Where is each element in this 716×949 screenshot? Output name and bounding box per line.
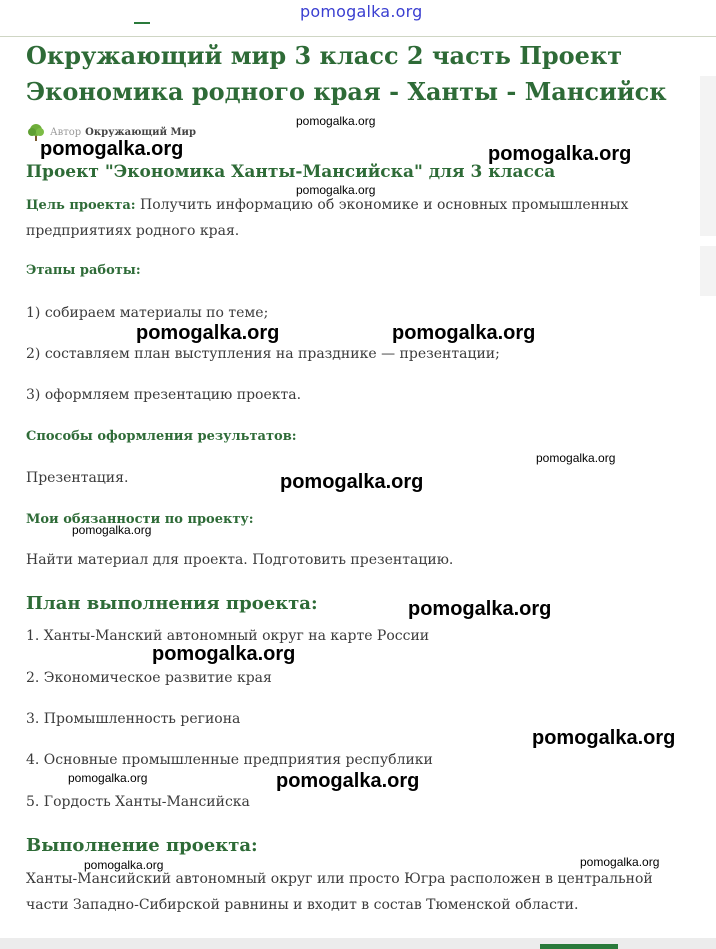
watermark: pomogalka.org bbox=[488, 143, 632, 165]
watermark: pomogalka.org bbox=[280, 471, 424, 493]
watermark: pomogalka.org bbox=[532, 727, 676, 749]
watermark: pomogalka.org bbox=[580, 855, 660, 869]
page-title bbox=[26, 38, 686, 110]
watermark: pomogalka.org bbox=[68, 771, 148, 785]
methods-text: Презентация. bbox=[26, 470, 129, 486]
author-label: Автор bbox=[50, 126, 82, 138]
goal-text-line-1: Получить информацию об экономике и основных промышленных bbox=[135, 197, 629, 213]
goal-label: Цель проекта: bbox=[26, 198, 136, 213]
watermark: pomogalka.org bbox=[40, 138, 184, 160]
watermark: pomogalka.org bbox=[276, 770, 420, 792]
methods-label: Способы оформления результатов: bbox=[26, 429, 297, 444]
execution-heading: Выполнение проекта: bbox=[26, 835, 258, 856]
duties-text: Найти материал для проекта. Подготовить презентацию. bbox=[26, 552, 454, 568]
execution-paragraph bbox=[26, 866, 666, 918]
plan-item-5: 5. Гордость Ханты-Мансийска bbox=[26, 794, 250, 810]
watermark: pomogalka.org bbox=[296, 183, 376, 197]
sidebar-edge-lower bbox=[700, 246, 716, 296]
bottom-accent-button[interactable] bbox=[540, 944, 618, 949]
author-name[interactable]: Окружающий Мир bbox=[85, 126, 196, 138]
watermark: pomogalka.org bbox=[408, 598, 552, 620]
goal-paragraph bbox=[26, 192, 666, 244]
plan-item-2: 2. Экономическое развитие края bbox=[26, 670, 272, 686]
page-title-line-2: Экономика родного края - Ханты - Мансийск bbox=[26, 77, 667, 106]
watermark: pomogalka.org bbox=[536, 451, 616, 465]
execution-line-2: части Западно-Сибирской равнины и входит в состав Тюменской области. bbox=[26, 897, 579, 913]
stage-item-3: 3) оформляем презентацию проекта. bbox=[26, 387, 302, 403]
header-divider bbox=[0, 36, 716, 37]
watermark: pomogalka.org bbox=[72, 523, 152, 537]
plan-item-4: 4. Основные промышленные предприятия республики bbox=[26, 752, 433, 768]
top-accent-mark bbox=[134, 22, 150, 24]
watermark: pomogalka.org bbox=[392, 322, 536, 344]
execution-line-1: Ханты-Мансийский автономный округ или просто Югра расположен в центральной bbox=[26, 871, 653, 887]
sidebar-edge bbox=[700, 76, 716, 236]
plan-item-3: 3. Промышленность региона bbox=[26, 711, 241, 727]
stages-label: Этапы работы: bbox=[26, 263, 141, 278]
stage-item-1: 1) собираем материалы по теме; bbox=[26, 305, 269, 321]
watermark: pomogalka.org bbox=[296, 114, 376, 128]
page-title-line-1: Окружающий мир 3 класс 2 часть Проект bbox=[26, 41, 623, 70]
stage-item-2: 2) составляем план выступления на празднике — презентации; bbox=[26, 346, 500, 362]
plan-item-1: 1. Ханты-Манский автономный округ на карте России bbox=[26, 628, 430, 644]
duties-label: Мои обязанности по проекту: bbox=[26, 512, 254, 527]
plan-heading: План выполнения проекта: bbox=[26, 593, 318, 614]
watermark: pomogalka.org bbox=[136, 322, 280, 344]
watermark: pomogalka.org bbox=[84, 858, 164, 872]
watermark: pomogalka.org bbox=[152, 643, 296, 665]
project-title: Проект "Экономика Ханты-Мансийска" для 3 класса bbox=[26, 162, 556, 182]
goal-text-line-2: предприятиях родного края. bbox=[26, 223, 240, 239]
header-watermark[interactable]: pomogalka.org bbox=[300, 2, 423, 21]
